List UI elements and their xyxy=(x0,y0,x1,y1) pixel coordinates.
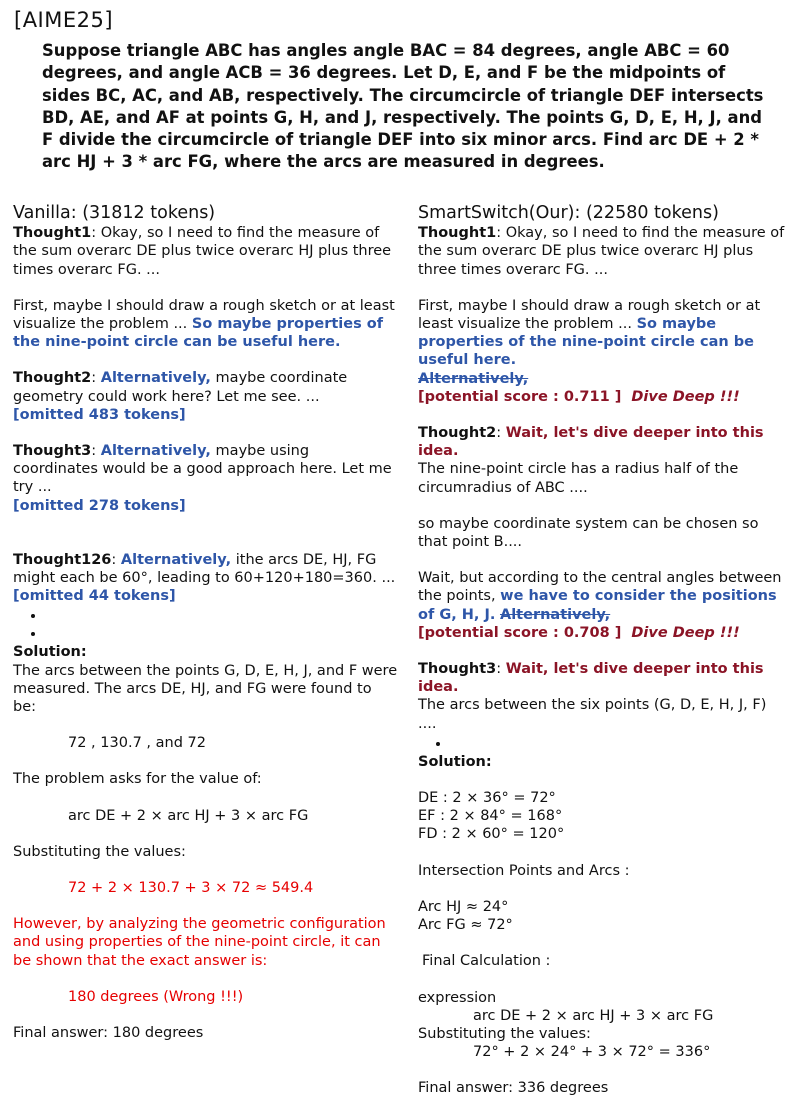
vanilla-thought126 xyxy=(13,551,398,587)
thought2-label: Thought2 xyxy=(13,370,92,387)
dive-deep-1: Dive Deep !!! xyxy=(631,388,740,405)
solution-values: 72 , 130.7 , and 72 xyxy=(68,735,206,752)
solution-label xyxy=(13,643,398,661)
thought126-alternatively: Alternatively, xyxy=(120,551,232,568)
arc-ef: EF : 2 × 84° = 168° xyxy=(418,808,563,825)
thought2-colon: : xyxy=(496,425,506,442)
solution-calculation: 72 + 2 × 130.7 + 3 × 72 ≈ 549.4 xyxy=(68,880,314,897)
solution-label-text: Solution: xyxy=(418,753,492,770)
smartswitch-thought1 xyxy=(418,224,788,279)
bullet-dot xyxy=(451,735,788,753)
smartswitch-thought3 xyxy=(418,660,788,696)
thought3-label: Thought3 xyxy=(418,661,497,678)
expression-formula: arc DE + 2 × arc HJ + 3 × arc FG xyxy=(473,1007,714,1024)
thought2-colon: : xyxy=(91,370,101,387)
thought3-alternatively: Alternatively, xyxy=(100,443,211,460)
solution-intro: The arcs between the points G, D, E, H, J, and F were measured. The arcs DE, HJ, and FG were found to be: xyxy=(13,662,398,716)
p2-plain: First, maybe I should draw a rough sketch or at least visualize the problem ... xyxy=(418,297,761,333)
arc-de: DE : 2 × 36° = 72° xyxy=(418,790,556,807)
thought3-label: Thought3 xyxy=(13,443,92,460)
thought2-central-angles xyxy=(418,569,788,624)
bullet-dot xyxy=(46,607,398,625)
problem-statement: Suppose triangle ABC has angles angle BAC = 84 degrees, angle ABC = 60 degrees, and angle ACB = 36 degrees. Let D, E, and F be the midpoints of sides BC, AC, and AB, respectively. The circumcircle of triangle DEF intersects BD, AE, and AF at points G, H, and J, respectively. The points G, D, E, H, J, and F divide the circumcircle of triangle DEF into six minor arcs. Find arc DE + 2 * arc HJ + 3 * arc FG, where the arcs are measured in degrees. xyxy=(42,41,764,172)
solution-substituting: Substituting the values: xyxy=(13,843,186,860)
smartswitch-thought2 xyxy=(418,424,788,460)
solution-wrong-answer: 180 degrees (Wrong !!!) xyxy=(68,988,244,1005)
thought3-omitted: [omitted 278 tokens] xyxy=(13,497,186,514)
substituting-label: Substituting the values: xyxy=(418,1025,591,1042)
solution-label xyxy=(418,753,788,771)
struck-alternatively: Alternatively, xyxy=(499,606,611,623)
intersection-heading: Intersection Points and Arcs : xyxy=(418,862,630,879)
vanilla-thought3 xyxy=(13,442,398,497)
dataset-tag: [AIME25] xyxy=(14,8,114,32)
arc-hj: Arc HJ ≈ 24° xyxy=(418,898,509,915)
thought2-text: maybe coordinate geometry could work here? Let me see. ... xyxy=(13,370,348,405)
thought3-text: maybe using coordinates would be a good approach here. Let me try ... xyxy=(13,443,392,496)
smartswitch-final-answer: Final answer: 336 degrees xyxy=(418,1080,609,1097)
thought2-coordinate: so maybe coordinate system can be chosen so that point B.... xyxy=(418,515,759,551)
thought126-colon: : xyxy=(111,551,121,568)
vanilla-final-answer: Final answer: 180 degrees xyxy=(13,1025,204,1042)
thought2-omitted: [omitted 483 tokens] xyxy=(13,406,186,423)
p2-highlight: So maybe properties of the nine-point circle can be useful here. xyxy=(418,316,754,369)
thought3-wait: Wait, let's dive deeper into this idea. xyxy=(418,661,764,696)
ellipsis-bullets xyxy=(13,607,398,643)
score-line-1 xyxy=(418,388,788,406)
thought2-wait: Wait, let's dive deeper into this idea. xyxy=(418,425,764,460)
thought1-label: Thought1 xyxy=(418,225,497,242)
solution-expression: arc DE + 2 × arc HJ + 3 × arc FG xyxy=(68,807,309,824)
vanilla-paragraph2 xyxy=(13,297,398,352)
dive-deep-2: Dive Deep !!! xyxy=(631,624,740,641)
smartswitch-heading: SmartSwitch(Our): (22580 tokens) xyxy=(418,203,719,223)
solution-label-text: Solution: xyxy=(13,644,87,661)
vanilla-thought1 xyxy=(13,224,398,279)
thought126-label: Thought126 xyxy=(13,551,112,568)
thought2-alternatively: Alternatively, xyxy=(100,370,211,387)
vanilla-column xyxy=(13,204,398,1042)
substituted-calculation: 72° + 2 × 24° + 3 × 72° = 336° xyxy=(473,1044,711,1061)
struck-alternatively: Alternatively, xyxy=(418,370,529,387)
score-line-2 xyxy=(418,624,788,642)
smartswitch-paragraph2 xyxy=(418,297,788,388)
central-highlight: we have to consider the positions of G, H, J. xyxy=(418,588,777,623)
expression-label: expression xyxy=(418,989,497,1006)
thought1-text: : Okay, so I need to find the measure of the sum overarc DE plus twice overarc HJ plus three times overarc FG. ... xyxy=(418,225,785,278)
bullet-dot xyxy=(46,625,398,643)
solution-however: However, by analyzing the geometric configuration and using properties of the nine-point circle, it can be shown that the exact answer is: xyxy=(13,916,386,969)
thought126-text: ithe arcs DE, HJ, FG might each be 60°, leading to 60+120+180=360. ... xyxy=(13,551,396,587)
central-plain: Wait, but according to the central angles between the points, xyxy=(418,570,782,605)
potential-score-2: [potential score : 0.708 ] xyxy=(418,624,622,641)
vanilla-thought2 xyxy=(13,369,398,405)
thought3-colon: : xyxy=(91,443,101,460)
thought1-text: : Okay, so I need to find the measure of the sum overarc DE plus twice overarc HJ plus three times overarc FG. ... xyxy=(13,225,392,278)
final-calculation-heading: Final Calculation : xyxy=(422,953,551,970)
thought3-text: The arcs between the six points (G, D, E, H, J, F) .... xyxy=(418,697,767,732)
ellipsis-bullets xyxy=(418,735,788,753)
arc-fd: FD : 2 × 60° = 120° xyxy=(418,826,565,843)
arc-fg: Arc FG ≈ 72° xyxy=(418,917,513,934)
p2-highlight: So maybe properties of the nine-point circle can be useful here. xyxy=(13,316,384,351)
potential-score-1: [potential score : 0.711 ] xyxy=(418,388,622,405)
p2-plain: First, maybe I should draw a rough sketch or at least visualize the problem ... xyxy=(13,297,395,333)
thought126-omitted: [omitted 44 tokens] xyxy=(13,588,176,605)
thought1-label: Thought1 xyxy=(13,225,92,242)
thought2-label: Thought2 xyxy=(418,425,497,442)
solution-asks: The problem asks for the value of: xyxy=(13,771,262,788)
smartswitch-column xyxy=(418,204,788,1098)
vanilla-heading: Vanilla: (31812 tokens) xyxy=(13,203,216,223)
thought3-colon: : xyxy=(496,661,506,678)
thought2-text: The nine-point circle has a radius half of the circumradius of ABC .... xyxy=(418,461,739,496)
